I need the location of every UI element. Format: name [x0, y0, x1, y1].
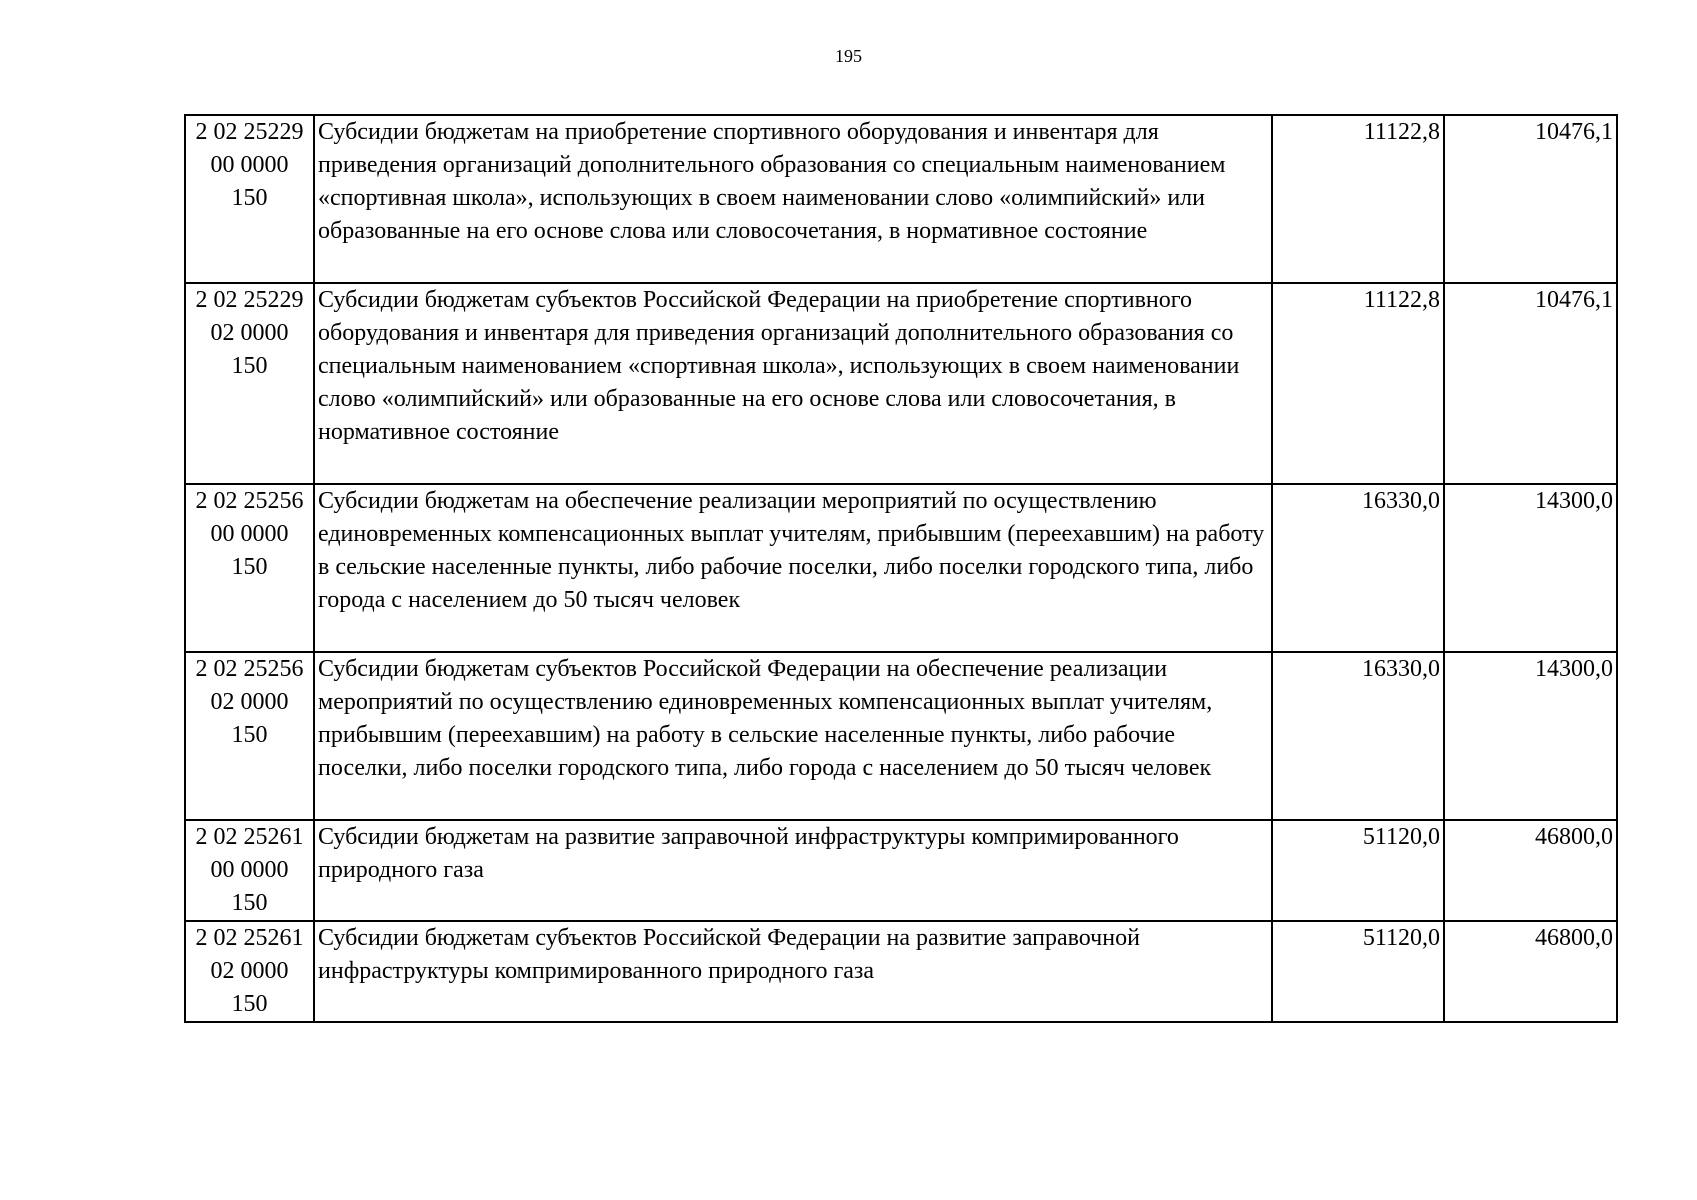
table-row [185, 820, 1617, 921]
value-cell-1: 51120,0 [1272, 820, 1444, 921]
description-cell: Субсидии бюджетам субъектов Российской Федерации на приобретение спортивного оборудования и инвентаря для приведения организаций дополнительного образования со специальным наименованием «спортивная школа», использующих в своем наименовании слово «олимпийский» или образованные на его основе слова или словосочетания, в нормативное состояние [314, 283, 1272, 484]
value-cell-1: 11122,8 [1272, 283, 1444, 484]
budget-code-line: 2 02 25261 [195, 824, 304, 850]
table-row [185, 115, 1617, 283]
page-number: 195 [835, 46, 862, 66]
value-cell-1: 16330,0 [1272, 652, 1444, 820]
budget-code-line: 02 0000 [210, 320, 289, 346]
budget-code-cell [185, 820, 314, 921]
budget-code-cell [185, 484, 314, 652]
value-cell-2: 46800,0 [1444, 820, 1617, 921]
value-cell-1: 11122,8 [1272, 115, 1444, 283]
value-cell-1: 16330,0 [1272, 484, 1444, 652]
budget-code-cell [185, 652, 314, 820]
budget-code-line: 2 02 25256 [195, 656, 304, 682]
budget-code-line: 2 02 25229 [195, 119, 304, 145]
description-cell: Субсидии бюджетам субъектов Российской Федерации на развитие заправочной инфраструктуры компримированного природного газа [314, 921, 1272, 1022]
budget-code-line: 00 0000 [210, 152, 289, 178]
table-row [185, 484, 1617, 652]
description-cell: Субсидии бюджетам на развитие заправочной инфраструктуры компримированного природного газа [314, 820, 1272, 921]
description-cell: Субсидии бюджетам на обеспечение реализации мероприятий по осуществлению единовременных компенсационных выплат учителям, прибывшим (переехавшим) на работу в сельские населенные пункты, либо рабочие поселки, либо поселки городского типа, либо города с населением до 50 тысяч человек [314, 484, 1272, 652]
value-cell-2: 10476,1 [1444, 115, 1617, 283]
budget-table [184, 114, 1618, 1023]
budget-code-line: 150 [231, 554, 268, 580]
budget-code-line: 02 0000 [210, 958, 289, 984]
description-cell: Субсидии бюджетам на приобретение спортивного оборудования и инвентаря для приведения организаций дополнительного образования со специальным наименованием «спортивная школа», использующих в своем наименовании слово «олимпийский» или образованные на его основе слова или словосочетания, в нормативное состояние [314, 115, 1272, 283]
table-row [185, 652, 1617, 820]
value-cell-2: 14300,0 [1444, 484, 1617, 652]
value-cell-1: 51120,0 [1272, 921, 1444, 1022]
budget-code-line: 150 [231, 185, 268, 211]
budget-code-line: 02 0000 [210, 689, 289, 715]
budget-code-line: 00 0000 [210, 521, 289, 547]
budget-code-cell [185, 115, 314, 283]
description-cell: Субсидии бюджетам субъектов Российской Федерации на обеспечение реализации мероприятий по осуществлению единовременных компенсационных выплат учителям, прибывшим (переехавшим) на работу в сельские населенные пункты, либо рабочие поселки, либо поселки городского типа, либо города с населением до 50 тысяч человек [314, 652, 1272, 820]
budget-code-line: 150 [231, 890, 268, 916]
table-row [185, 283, 1617, 484]
budget-code-line: 2 02 25229 [195, 287, 304, 313]
budget-code-line: 150 [231, 991, 268, 1017]
budget-code-line: 2 02 25261 [195, 925, 304, 951]
table-row [185, 921, 1617, 1022]
budget-code-line: 2 02 25256 [195, 488, 304, 514]
value-cell-2: 14300,0 [1444, 652, 1617, 820]
budget-code-line: 150 [231, 722, 268, 748]
budget-code-cell [185, 283, 314, 484]
budget-code-line: 150 [231, 353, 268, 379]
value-cell-2: 46800,0 [1444, 921, 1617, 1022]
budget-code-line: 00 0000 [210, 857, 289, 883]
value-cell-2: 10476,1 [1444, 283, 1617, 484]
budget-code-cell [185, 921, 314, 1022]
